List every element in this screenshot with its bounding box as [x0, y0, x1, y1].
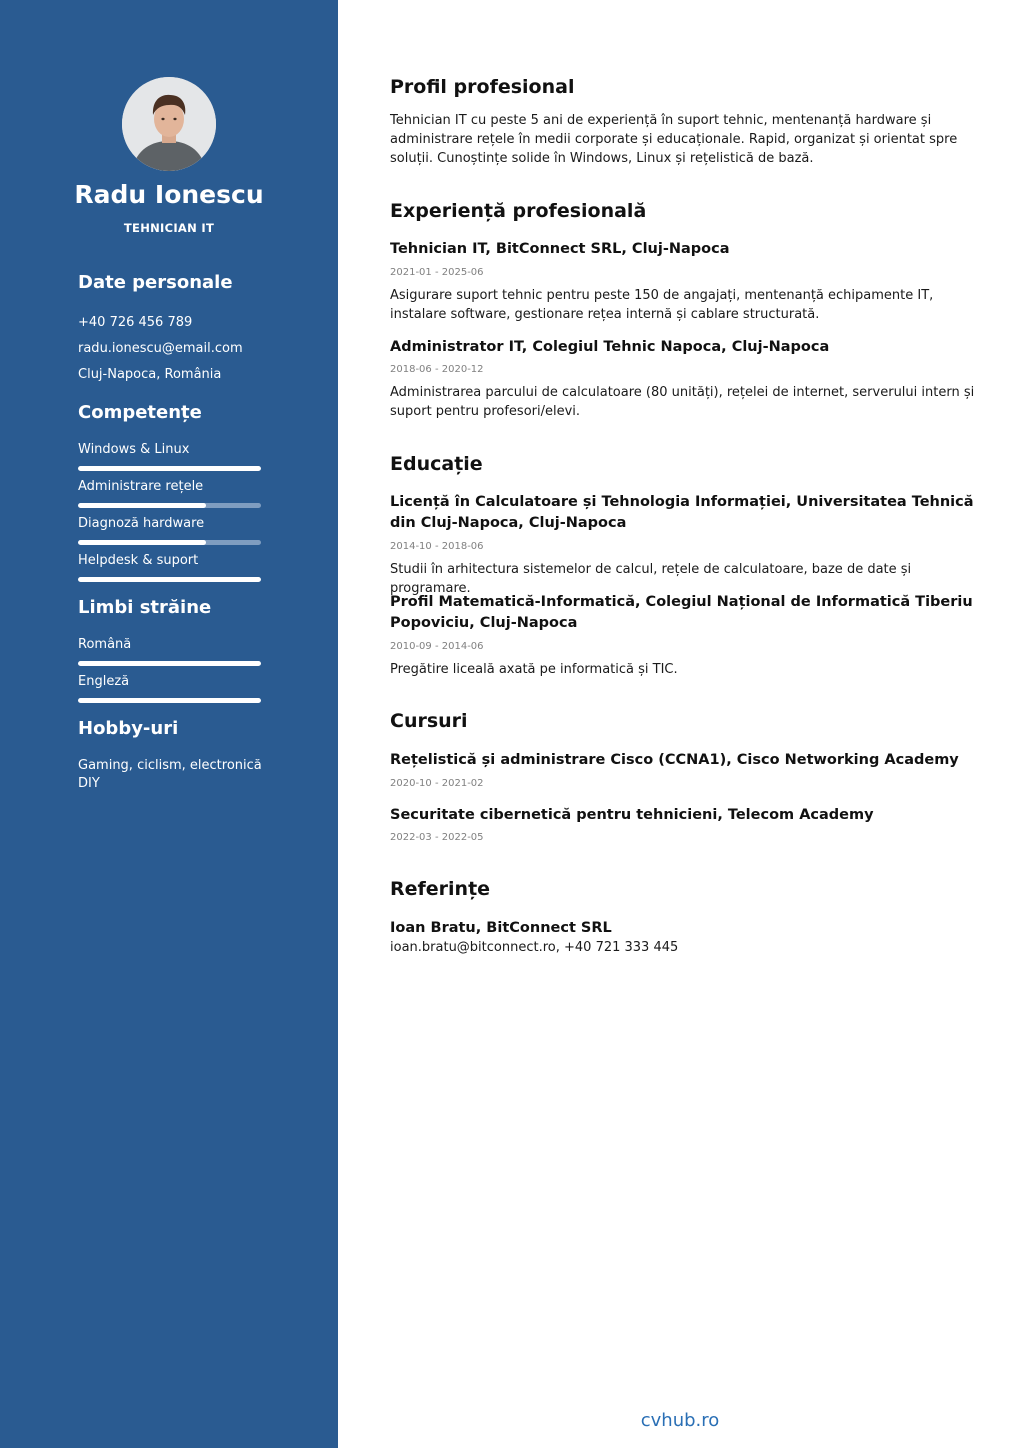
experience-description: Administrarea parcului de calculatoare (80 unități), rețelei de internet, serverului intern și suport pentru profesori/elevi. — [390, 385, 975, 419]
job-title: TEHNICIAN IT — [123, 221, 215, 235]
education-description: Pregătire liceală axată pe informatică și TIC. — [390, 662, 678, 677]
skill-bar-fill — [78, 466, 261, 471]
footer-brand[interactable]: cvhub.ro — [640, 1410, 720, 1431]
language-label: Română — [78, 637, 132, 652]
reference-contact: ioan.bratu@bitconnect.ro, +40 721 333 445 — [390, 940, 679, 955]
skill-bar — [78, 466, 261, 471]
skill-label: Administrare rețele — [78, 479, 204, 494]
language-bar-fill — [78, 661, 261, 666]
language-bar — [78, 698, 261, 703]
language-bar-fill — [78, 698, 261, 703]
experience-description: Asigurare suport tehnic pentru peste 150 de angajați, mentenanță echipamente IT, instalare software, gestionare rețea internă și cablare structurată. — [390, 288, 934, 322]
experience-heading: Experiență profesională — [390, 200, 647, 222]
courses-heading: Cursuri — [390, 710, 468, 732]
skill-bar-fill — [78, 577, 261, 582]
course-date: 2020-10 - 2021-02 — [390, 778, 484, 789]
education-title: Profil Matematică-Informatică, Colegiul Național de Informatică Tiberiu Popoviciu, Cluj-Napoca — [390, 594, 973, 631]
course-date: 2022-03 - 2022-05 — [390, 832, 484, 843]
skill-bar — [78, 540, 261, 545]
experience-title: Administrator IT, Colegiul Tehnic Napoca, Cluj-Napoca — [390, 339, 830, 355]
hobbies-text: Gaming, ciclism, electronică DIY — [78, 758, 262, 791]
references-heading: Referințe — [390, 878, 491, 900]
candidate-name: Radu Ionescu — [74, 180, 264, 209]
skill-label: Helpdesk & suport — [78, 553, 199, 568]
education-date: 2014-10 - 2018-06 — [390, 541, 484, 552]
profile-heading: Profil profesional — [390, 76, 575, 98]
personal-heading: Date personale — [78, 272, 233, 293]
skill-bar-fill — [78, 540, 206, 545]
education-description: Studii în arhitectura sistemelor de calcul, rețele de calculatoare, baze de date și programare. — [390, 562, 912, 596]
hobbies-heading: Hobby-uri — [78, 718, 179, 739]
experience-title: Tehnician IT, BitConnect SRL, Cluj-Napoca — [390, 241, 730, 257]
phone-text: +40 726 456 789 — [78, 315, 193, 330]
profile-photo — [122, 77, 216, 171]
skill-label: Windows & Linux — [78, 442, 190, 457]
education-title: Licență în Calculatoare și Tehnologia Informației, Universitatea Tehnică din Cluj-Napoca, Cluj-Napoca — [390, 494, 974, 531]
course-title: Rețelistică și administrare Cisco (CCNA1), Cisco Networking Academy — [390, 752, 959, 768]
language-bar — [78, 661, 261, 666]
experience-date: 2018-06 - 2020-12 — [390, 364, 484, 375]
language-label: Engleză — [78, 674, 130, 689]
avatar — [122, 77, 216, 171]
skills-heading: Competențe — [78, 402, 202, 423]
education-heading: Educație — [390, 453, 483, 475]
location-text: Cluj-Napoca, România — [78, 367, 222, 382]
email-text: radu.ionescu@email.com — [78, 341, 243, 356]
languages-heading: Limbi străine — [78, 597, 212, 618]
sidebar — [0, 0, 338, 1448]
experience-date: 2021-01 - 2025-06 — [390, 267, 484, 278]
profile-text: Tehnician IT cu peste 5 ani de experiență în suport tehnic, mentenanță hardware și administrare rețele în medii corporate și educaționale. Rapid, organizat și orientat spre soluții. Cunoștințe solide în Windows, Linux și rețelistică de bază. — [390, 113, 958, 166]
education-date: 2010-09 - 2014-06 — [390, 641, 484, 652]
skill-bar-fill — [78, 503, 206, 508]
skill-label: Diagnoză hardware — [78, 516, 205, 531]
course-title: Securitate cibernetică pentru tehnicieni, Telecom Academy — [390, 807, 874, 823]
skill-bar — [78, 577, 261, 582]
skill-bar — [78, 503, 261, 508]
reference-name: Ioan Bratu, BitConnect SRL — [390, 920, 612, 936]
